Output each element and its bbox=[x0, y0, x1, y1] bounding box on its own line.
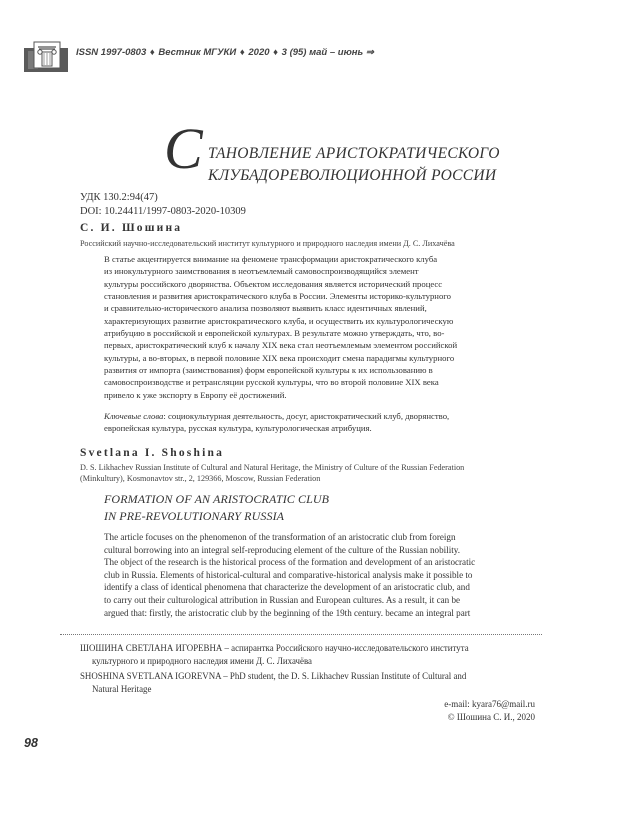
affiliation-en: D. S. Likhachev Russian Institute of Cultural and Natural Heritage, the Ministry of Culture of the Russian Federation (Minkultury), Kosmonavtov str., 2, 129366, Moscow, Russian Federation bbox=[80, 463, 465, 483]
journal-logo bbox=[24, 38, 68, 72]
title-line-2: ДОРЕВОЛЮЦИОННОЙ РОССИИ bbox=[258, 167, 497, 184]
author-en: Svetlana I. Shoshina bbox=[80, 447, 225, 459]
footnote-author-ru: ШОШИНА СВЕТЛАНА ИГОРЕВНА – аспирантка Российского научно-исследовательского института культурного и природного наследия имени Д. С. Лихачёва bbox=[80, 643, 469, 666]
udk: УДК 130.2:94(47) bbox=[80, 192, 158, 203]
affiliation-ru: Российский научно-исследовательский институт культурного и природного наследия имени Д. С. Лихачёва bbox=[80, 239, 455, 248]
footnote-author-en: SHOSHINA SVETLANA IGOREVNA – PhD student, the D. S. Likhachev Russian Institute of Cultural and Natural Heritage bbox=[80, 671, 467, 694]
copyright: © Шошина С. И., 2020 bbox=[447, 712, 535, 722]
issue: 3 (95) май – июнь bbox=[281, 47, 364, 58]
email: e-mail: kyara76@mail.ru bbox=[444, 699, 535, 709]
title-en: FORMATION OF AN ARISTOCRATIC CLUB IN PRE-REVOLUTIONARY RUSSIA bbox=[104, 492, 330, 523]
keywords-ru: Ключевые слова: социокультурная деятельность, досуг, аристократический клуб, дворянство, европейская культура, русская культура, культурологическая атрибуция. bbox=[104, 411, 450, 434]
abstract-en: The article focuses on the phenomenon of the transformation of an aristocratic club from foreign cultural borrowing into an integral self-reproducing element of the culture of the Russian nobility. The object of the research is the historical process of the formation and development of an aristocratic club in Russia. Elements of historical-cultural and comparative-historical analysis make it possible to identify a class of identical phenomena that characterize the development of an aristocratic club, and to carry out their culturological attribution in Russian and European cultures. As a result, it can be argued that: firstly, the aristocratic club by the beginning of the 19th century. became an integral part bbox=[104, 532, 476, 618]
doi: DOI: 10.24411/1997-0803-2020-10309 bbox=[80, 206, 246, 217]
page-number: 98 bbox=[24, 736, 38, 750]
title-line-1: ТАНОВЛЕНИЕ АРИСТОКРАТИЧЕСКОГО КЛУБА bbox=[208, 145, 500, 184]
contact-info bbox=[444, 698, 535, 724]
title-drop-cap: С bbox=[164, 116, 203, 181]
keywords-label: Ключевые слова bbox=[104, 411, 164, 421]
journal-header: ISSN 1997-0803 ♦ Вестник МГУКИ ♦ 2020 ♦ 3 (95) май – июнь ⇒ bbox=[76, 47, 374, 58]
author-ru: С. И. Шошина bbox=[80, 222, 183, 234]
abstract-ru: В статье акцентируется внимание на феномене трансформации аристократического клуба из инокультурного заимствования в неотъемлемый самовоспроизводящийся элемент культуры российского дворянства. Объектом исследования является исторический процесс становления и развития аристократического клуба в России. Элементы историко-культурного и сравнительно-исторического анализа позволяют выявить класс идентичных явлений, характеризующих развитие аристократического клуба, и осуществить их культурологическую атрибуцию в российской и европейской культурах. В результате можно утверждать, что, во- первых, аристократический клуб к началу XIX века стал неотъемлемым элементом российской культуры, а во-вторых, в первой половине XIX века происходит смена парадигмы культурного развития от импорта (заимствования) форм европейской культуры к их использованию в самовоспроизводстве и ретрансляции русской культуры, что во второй половине XIX века привело к уже экспорту в Европу её достижений. bbox=[104, 254, 458, 400]
year: 2020 bbox=[248, 47, 270, 58]
issn: ISSN 1997-0803 bbox=[76, 47, 147, 58]
journal-name: Вестник МГУКИ bbox=[158, 47, 237, 58]
arrow-icon: ⇒ bbox=[365, 47, 374, 58]
footnote-divider bbox=[60, 634, 542, 635]
